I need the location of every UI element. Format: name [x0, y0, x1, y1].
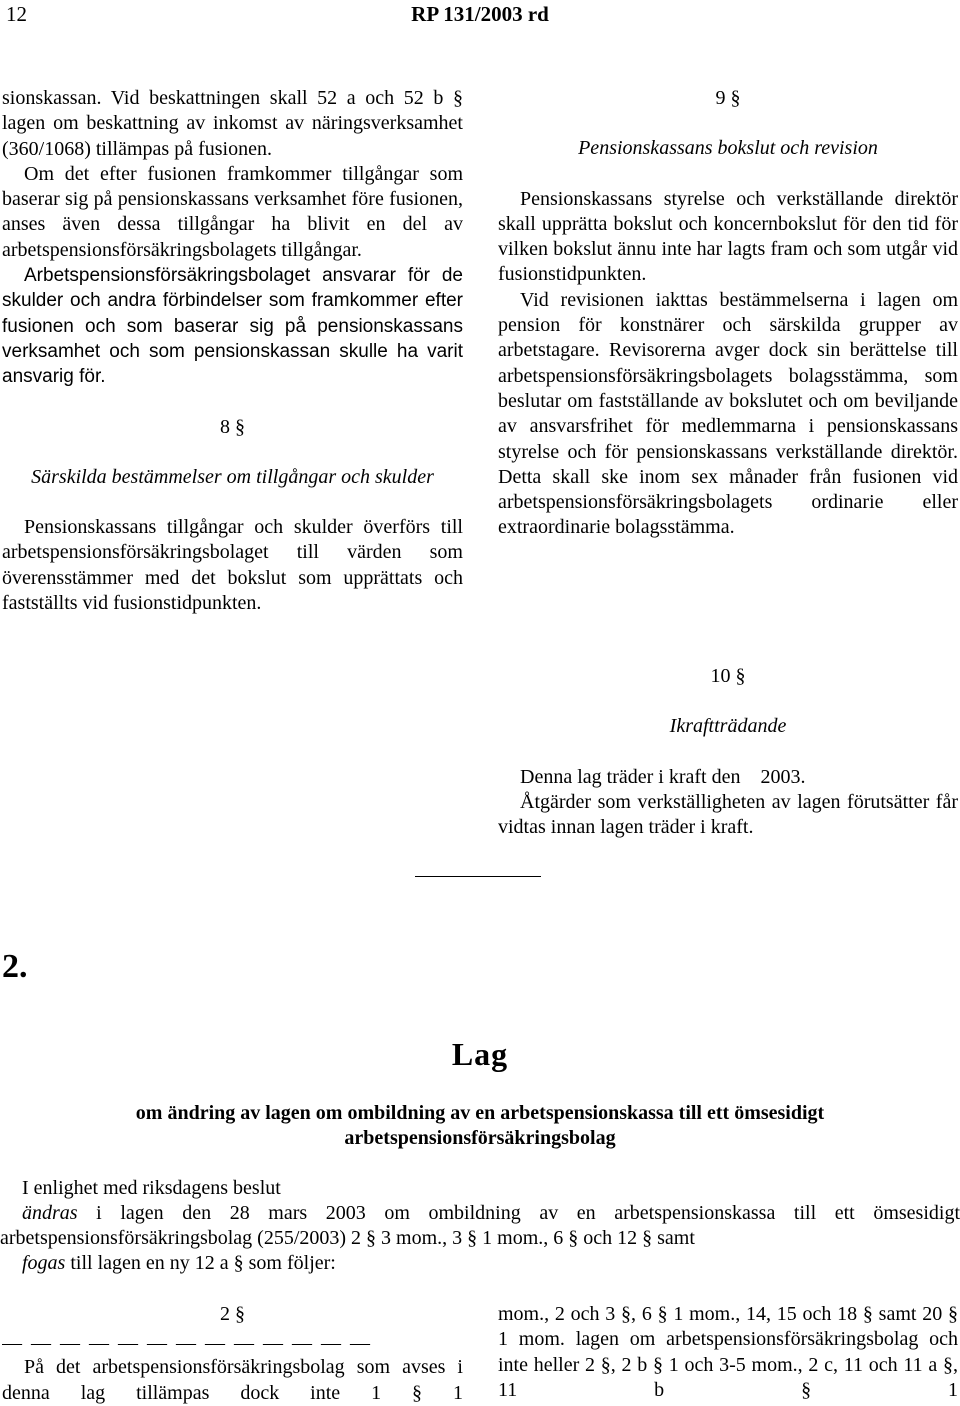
paragraph: Vid revisionen iakttas bestämmelserna i lagen om pension för konstnärer och särskilda grupper av arbetstagare. Revisorerna avger dock sin berättelse till arbetspensionsförsäkringsbolagets bolagsstämma, som beslutar om fastställande av bokslutet och om beviljande av ansvarsfrihet för medlemmarna i pensionskassans styrelse och för pensionskassans verkställande direktör. Detta skall ske inom sex månader från fusionen vid arbetspensionsförsäkringsbolagets ordinarie eller extraordinarie bolagsstämma. — [498, 288, 958, 539]
paragraph: sionskassan. Vid beskattningen skall 52 a och 52 b § lagen om beskattning av inkomst av näringsverksamhet (360/1068) tillämpas på fusionen. — [2, 87, 463, 160]
paragraph: Denna lag träder i kraft den 2003. — [520, 765, 806, 788]
amend-paragraph — [0, 1201, 960, 1251]
paragraph: På det arbetspensionsförsäkringsbolag som avses i denna lag tillämpas dock inte 1 § 1 — [2, 1356, 463, 1404]
amend-word: ändras — [22, 1202, 78, 1224]
spacer — [2, 390, 463, 415]
law-number: 2. — [2, 948, 28, 985]
section-heading: Ikraftträdande — [669, 715, 787, 738]
law-title: Lag — [451, 1036, 509, 1072]
section-number: 9 § — [715, 87, 741, 109]
spacer — [2, 440, 463, 465]
add-text: till lagen en ny 12 a § som följer: — [65, 1252, 336, 1274]
document-reference: RP 131/2003 rd — [411, 2, 549, 26]
spacer — [498, 111, 958, 136]
law2-right-column — [498, 1302, 958, 1403]
section-heading: Pensionskassans bokslut och revision — [578, 137, 878, 160]
paragraph: Om det efter fusionen framkommer tillgångar som baserar sig på pensionskassans verksamhet före fusionen, anses även dessa tillgångar ha blivit en del av arbetspensionsförsäkringsbolagets tillgångar. — [2, 162, 463, 261]
section-number: 2 § — [220, 1303, 245, 1325]
separator-line — [415, 876, 541, 877]
left-column — [2, 86, 463, 616]
section-heading: Särskilda bestämmelser om tillgångar och skulder — [31, 465, 434, 488]
spacer — [498, 162, 958, 187]
intro-line: I enlighet med riksdagens beslut — [22, 1177, 281, 1199]
paragraph: Arbetspensionsförsäkringsbolaget ansvarar för de skulder och andra förbindelser som framkommer efter fusionen och som baserar sig på pensionskassans verksamhet och som pensionskassan skulle ha varit ansvarig för. — [2, 265, 463, 388]
law2-left-column — [2, 1302, 463, 1406]
spacer — [2, 490, 463, 515]
paragraph: Åtgärder som verkställigheten av lagen förutsätter får vidtas innan lagen träder i kraft. — [498, 790, 958, 839]
page-number: 12 — [6, 2, 27, 26]
omission-dashes: — — — — — — — — — — — — — — [2, 1332, 372, 1355]
add-word: fogas — [22, 1252, 66, 1274]
page-header — [6, 2, 954, 28]
section-number: 10 § — [710, 665, 746, 687]
right-column-lower — [498, 664, 958, 840]
paragraph: mom., 2 och 3 §, 6 § 1 mom., 14, 15 och 18 § samt 20 § 1 mom. lagen om arbetspensionsförsäkringsbolag och inte heller 2 §, 2 b § 1 och 3-5 mom., 2 c, 11 och 11 a §, 11 b § 1 — [498, 1303, 958, 1401]
paragraph: Pensionskassans styrelse och verkställande direktör skall upprätta bokslut och koncernbokslut för den tid för vilken bokslut ännu inte har lagts fram och som utgår vid fusionstidpunkten. — [498, 187, 958, 286]
section-number: 8 § — [220, 415, 245, 438]
add-paragraph — [0, 1251, 960, 1276]
law-subtitle: om ändring av lagen om ombildning av en arbetspensionskassa till ett ömsesidigt arbetspensionsförsäkringsbolag — [135, 1102, 825, 1149]
paragraph: Pensionskassans tillgångar och skulder överförs till arbetspensionsförsäkringsbolaget till värden som överensstämmer med det bokslut som upprättats och fastställts vid fusionstidpunkten. — [2, 516, 463, 615]
spacer — [498, 689, 958, 714]
law-intro — [0, 1176, 960, 1276]
right-column — [498, 86, 958, 541]
amend-text: i lagen den 28 mars 2003 om ombildning av en arbetspensionskassa till ett ömsesidigt arbetspensionsförsäkringsbolag (255/2003) 2 § 3 mom., 3 § 1 mom., 6 § och 12 § samt — [0, 1202, 960, 1249]
spacer — [498, 740, 958, 765]
